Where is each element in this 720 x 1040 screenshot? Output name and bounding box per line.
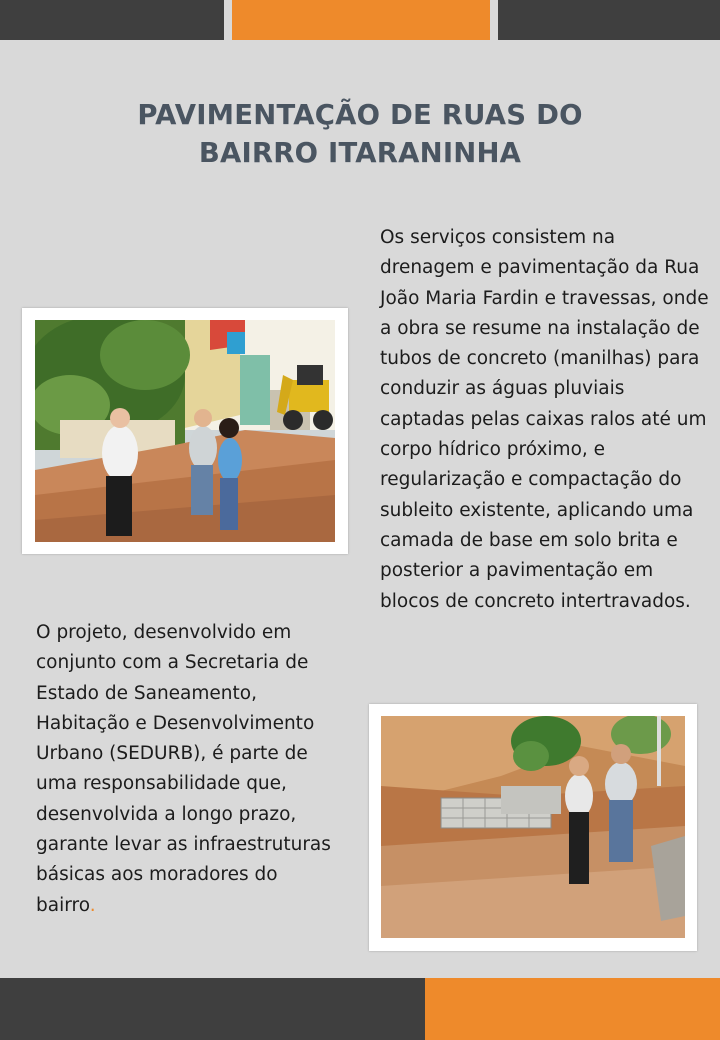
top-bar-right <box>498 0 720 40</box>
title-line-2: BAIRRO ITARANINHA <box>198 137 522 169</box>
construction-photo-1-image <box>35 320 335 542</box>
top-bar-left <box>0 0 224 40</box>
bottom-bar-left <box>0 978 425 1040</box>
project-description-end: . <box>89 894 96 916</box>
page-title <box>0 96 720 172</box>
construction-photo-1 <box>22 308 348 554</box>
title-line-1: PAVIMENTAÇÃO DE RUAS DO <box>137 99 583 131</box>
project-description <box>36 618 342 921</box>
top-bar-accent <box>232 0 490 40</box>
bottom-bar-accent <box>425 978 720 1040</box>
project-description-body: O projeto, desenvolvido em conjunto com a Secretaria de Estado de Saneamento, Habitação e Desenvolvimento Urbano (SEDURB), é parte de uma responsabilidade que, desenvolvida a longo prazo, garante levar as infraestruturas básicas aos moradores do bairro <box>36 622 331 916</box>
services-description: Os serviços consistem na drenagem e pavimentação da Rua João Maria Fardin e travessas, onde a obra se resume na instalação de tubos de concreto (manilhas) para conduzir as águas pluviais captadas pelas caixas ralos até um corpo hídrico próximo, e regularização e compactação do subleito existente, aplicando uma camada de base em solo brita e posterior a pavimentação em blocos de concreto intertravados. <box>380 227 709 612</box>
construction-photo-2 <box>369 704 697 951</box>
construction-photo-2-image <box>381 716 685 938</box>
